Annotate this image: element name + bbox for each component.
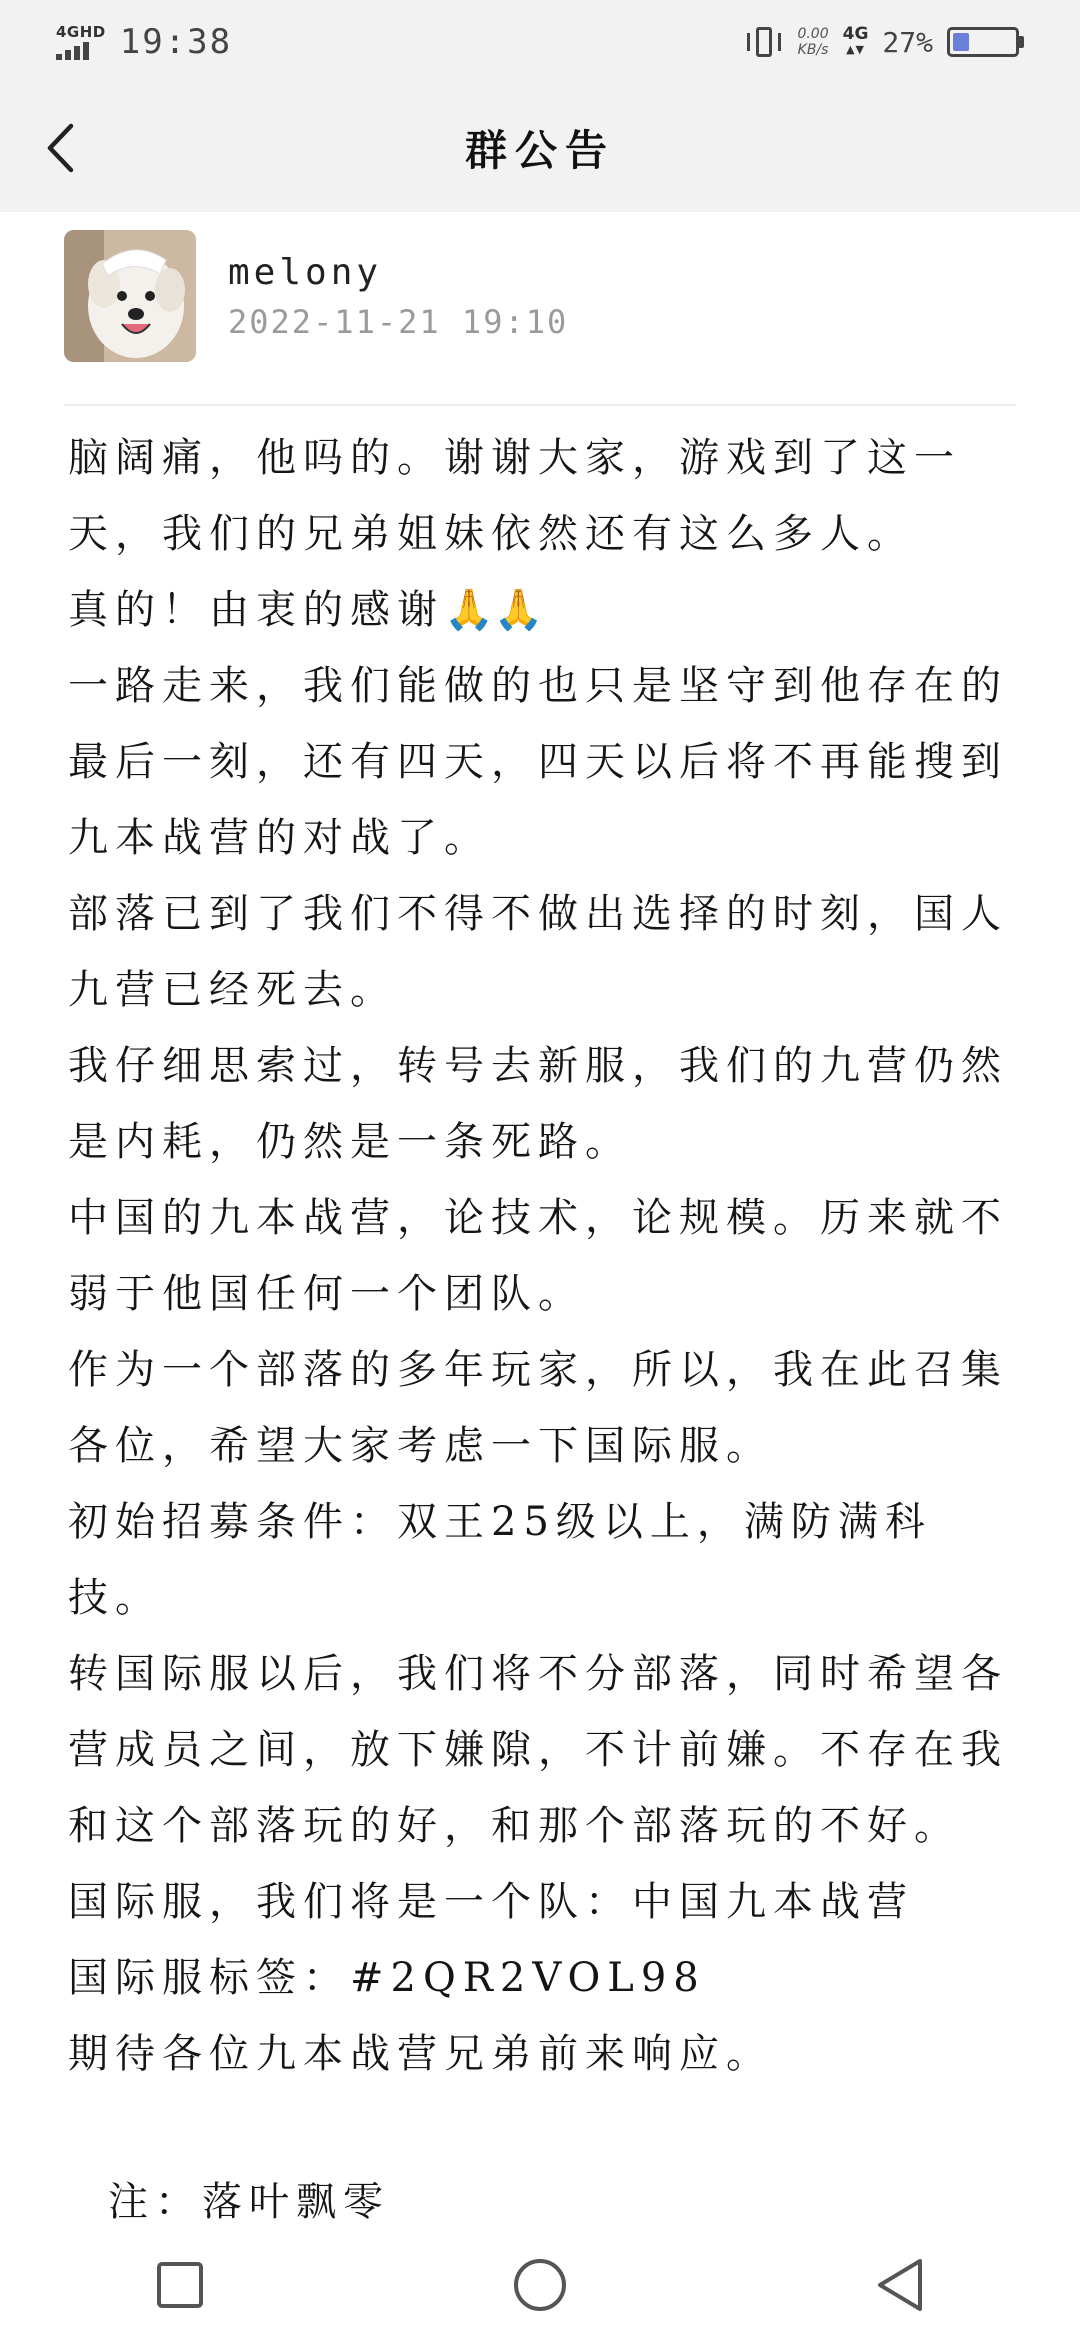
signature-note: 注：落叶飘零 (108, 2179, 390, 2225)
paragraph: 期待各位九本战营兄弟前来响应。 (68, 2031, 773, 2077)
paragraph: 国际服标签：#2QR2VOL98 (68, 1955, 706, 2001)
paragraph: 中国的九本战营，论技术，论规模。历来就不弱于他国任何一个团队。 (68, 1195, 1008, 1317)
cellular-icon: 4G ▲▼ (842, 24, 869, 56)
network-type: 4GHD (56, 23, 106, 41)
paragraph: 作为一个部落的多年玩家，所以，我在此召集各位，希望大家考虑一下国际服。 (68, 1347, 1008, 1469)
avatar[interactable] (64, 230, 196, 362)
author-name[interactable]: melony (228, 251, 383, 293)
battery-percent: 27% (882, 25, 933, 59)
status-bar (0, 0, 1080, 84)
post-timestamp: 2022-11-21 19:10 (228, 302, 569, 341)
announcement-content (68, 420, 1016, 2240)
cellular-label: 4G (842, 24, 869, 44)
speed-value: 0.00 (797, 26, 829, 42)
vibrate-icon (745, 25, 783, 59)
speed-unit: KB/s (797, 42, 829, 58)
paragraph (68, 572, 1016, 648)
pray-emoji: 🙏🙏 (444, 587, 544, 633)
battery-fill (953, 33, 969, 51)
author-row (64, 230, 1016, 362)
page-title: 群公告 (464, 126, 615, 175)
status-left (56, 22, 232, 62)
paragraph: 我仔细思索过，转号去新服，我们的九营仍然是内耗，仍然是一条死路。 (68, 1043, 1008, 1165)
battery-icon (947, 27, 1024, 57)
paragraph: 国际服，我们将是一个队：中国九本战营 (68, 1879, 914, 1925)
system-nav-bar (0, 2230, 1080, 2340)
paragraph-text: 真的！由衷的感谢 (68, 587, 444, 633)
home-button[interactable] (500, 2245, 580, 2325)
square-recents-icon (155, 2260, 205, 2310)
status-right (745, 25, 1024, 59)
clock: 19:38 (119, 22, 233, 62)
system-back-button[interactable] (860, 2245, 940, 2325)
network-speed (797, 26, 828, 58)
signal-icon (56, 24, 106, 60)
paragraph: 初始招募条件：双王25级以上，满防满科技。 (68, 1499, 932, 1621)
divider (64, 404, 1016, 406)
author-meta (228, 252, 568, 341)
triangle-back-icon (874, 2257, 926, 2313)
paragraph: 部落已到了我们不得不做出选择的时刻，国人九营已经死去。 (68, 891, 1008, 1013)
paragraph: 一路走来，我们能做的也只是坚守到他存在的最后一刻，还有四天，四天以后将不再能搜到九本战营的对战了。 (68, 663, 1008, 861)
chevron-left-icon (45, 122, 75, 174)
back-button[interactable] (30, 116, 90, 180)
nav-header (0, 84, 1080, 212)
paragraph: 转国际服以后，我们将不分部落，同时希望各营成员之间，放下嫌隙，不计前嫌。不存在我和这个部落玩的好，和那个部落玩的不好。 (68, 1651, 1008, 1849)
recents-button[interactable] (140, 2245, 220, 2325)
dog-avatar-icon (64, 230, 196, 362)
paragraph: 脑阔痛，他吗的。谢谢大家，游戏到了这一天，我们的兄弟姐妹依然还有这么多人。 (68, 435, 961, 557)
circle-home-icon (512, 2257, 568, 2313)
